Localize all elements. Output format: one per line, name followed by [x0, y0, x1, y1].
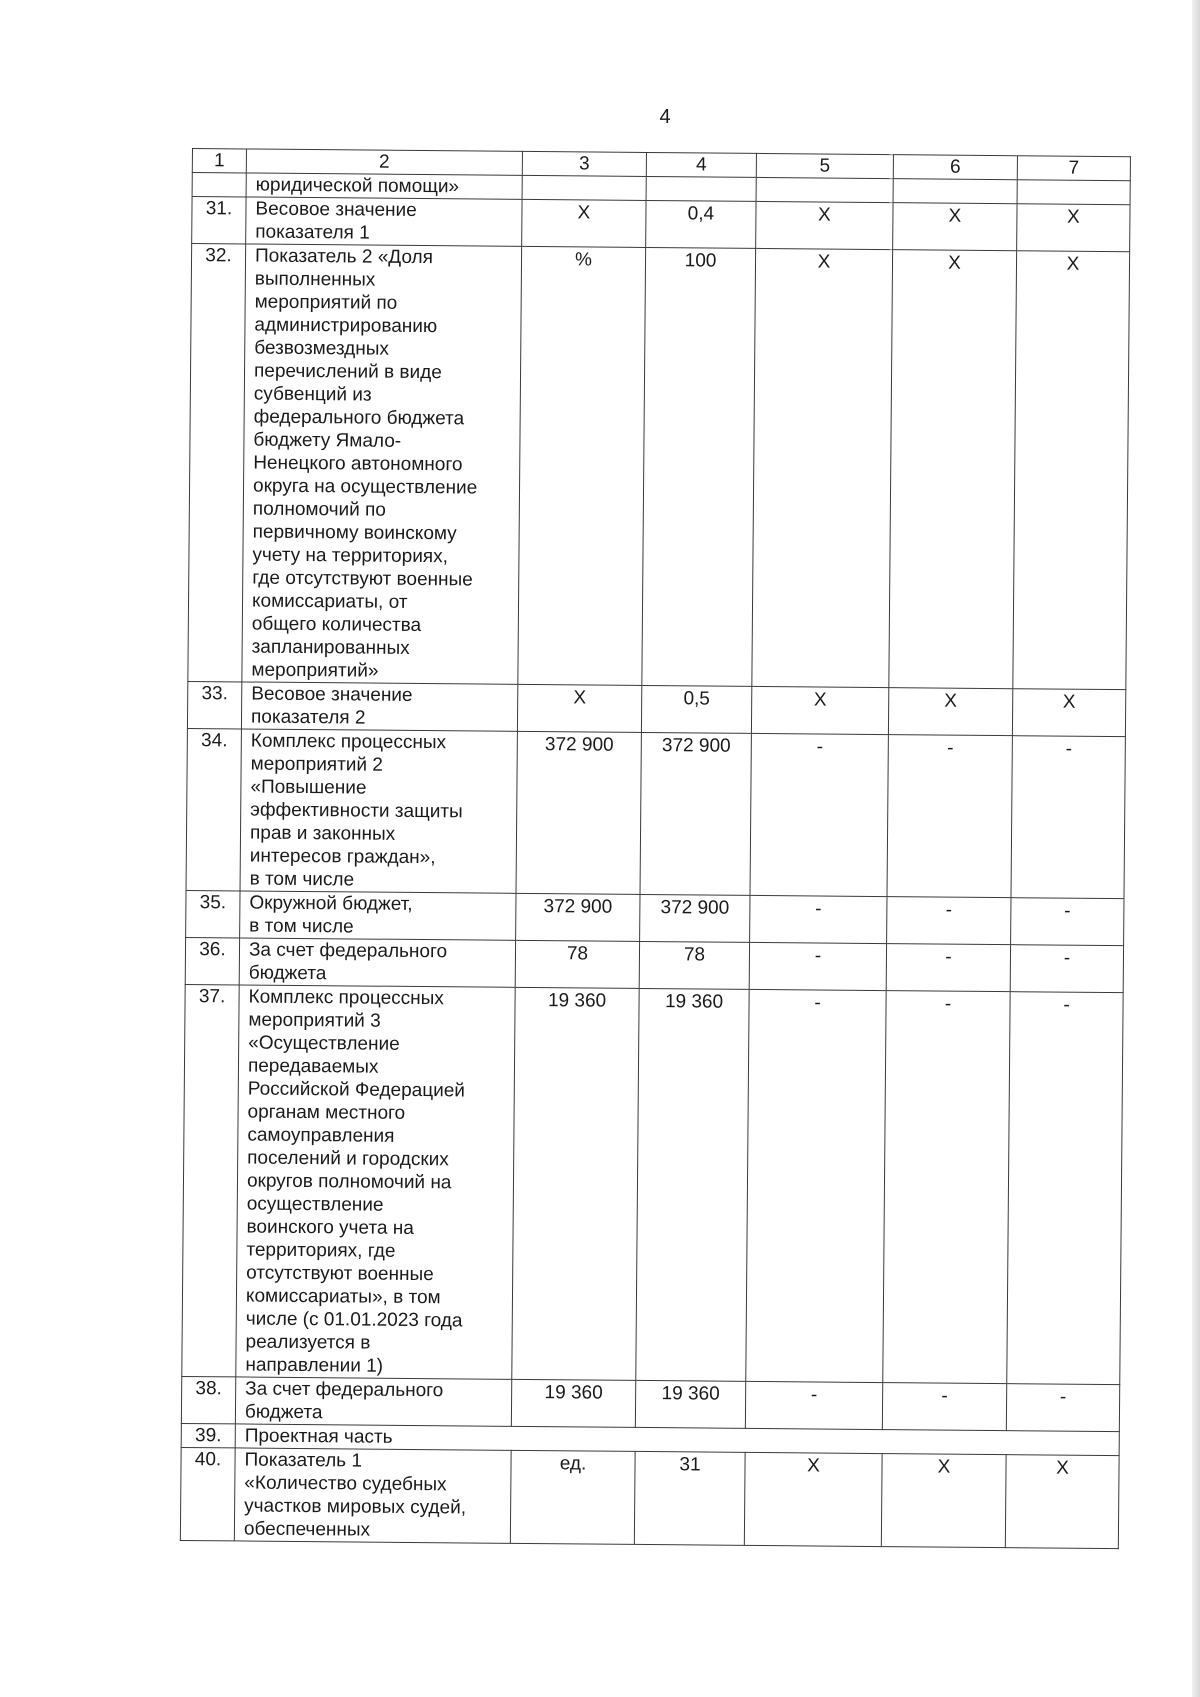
value-cell-c5: - [750, 733, 888, 896]
value-cell-c3: % [518, 246, 646, 685]
value-cell-c6: - [887, 735, 1012, 898]
value-cell-c5: - [746, 989, 886, 1382]
header-cell: 3 [522, 151, 646, 176]
row-number-cell: 35. [186, 890, 240, 937]
row-name-cell: Показатель 1 «Количество судебных участков мировых судей, обеспеченных [234, 1448, 511, 1543]
value-cell-c3: Х [522, 199, 646, 247]
row-name-cell: Весовое значение показателя 1 [246, 197, 522, 246]
table-row [188, 244, 1130, 690]
value-cell-c4: 31 [634, 1451, 745, 1545]
row-number-cell: 39. [181, 1423, 235, 1447]
row-number-cell: 32. [188, 244, 246, 682]
table-row [182, 984, 1123, 1384]
row-name-cell: юридической помощи» [246, 173, 522, 199]
row-name-cell: Комплекс процессных мероприятий 3 «Осуществление передаваемых Российской Федерацией органам местного самоуправления поселений и городских округов полномочий на осуществление воинского учета на территориях, где отсутствуют военные комиссариаты», в том числе (с 01.01.2023 года реализуется в направлении 1) [236, 985, 515, 1379]
value-cell-c7: Х [1017, 204, 1130, 252]
value-cell-c5: Х [756, 201, 893, 249]
value-cell-c4 [646, 176, 756, 201]
header-cell: 6 [893, 155, 1017, 180]
value-cell-c7: - [1007, 992, 1123, 1385]
table-row [180, 1447, 1119, 1548]
table-row [181, 1376, 1119, 1431]
value-cell-c6: - [882, 1383, 1006, 1431]
row-name-cell: Проектная часть [235, 1424, 1119, 1456]
value-cell-c7: Х [1005, 1455, 1119, 1549]
header-cell: 4 [646, 152, 756, 177]
value-cell-c3 [522, 175, 646, 200]
value-cell-c4: 19 360 [635, 1380, 745, 1428]
value-cell-c3: Х [517, 684, 641, 732]
value-cell-c5: Х [744, 1452, 882, 1546]
value-cell-c7: - [1011, 736, 1125, 899]
value-cell-c4: 78 [639, 941, 749, 989]
row-name-cell: Показатель 2 «Доля выполненных мероприятий по администрированию безвозмездных перечислений в виде субвенций из федерального бюджета бюджету Ямало- Ненецкого автономного округа на осуществление полномочий по первичному воинскому учету на территориях, где отсутствуют военные комиссариаты, от общего количества запланированных мероприятий» [242, 244, 522, 684]
value-cell-c7: - [1010, 945, 1123, 993]
header-cell: 7 [1017, 156, 1130, 181]
value-cell-c6: - [887, 897, 1011, 945]
value-cell-c6: Х [888, 688, 1012, 736]
header-cell: 5 [756, 153, 893, 178]
value-cell-c3: 372 900 [516, 731, 641, 894]
value-cell-c4: 0,5 [641, 685, 751, 733]
value-cell-c3: 19 360 [512, 987, 639, 1380]
row-number-cell: 31. [192, 197, 246, 244]
row-number-cell: 37. [182, 984, 239, 1376]
row-number-cell: 33. [187, 681, 241, 728]
row-number-cell: 34. [186, 728, 241, 890]
value-cell-c5: - [750, 895, 887, 943]
table-row [187, 681, 1125, 736]
row-name-cell: Окружной бюджет, в том числе [240, 891, 516, 940]
value-cell-c7: - [1006, 1384, 1119, 1432]
row-number-cell [192, 173, 246, 197]
table-body [180, 149, 1130, 1549]
value-cell-c6 [893, 179, 1017, 204]
value-cell-c4: 100 [642, 247, 756, 686]
value-cell-c4: 0,4 [646, 200, 756, 248]
value-cell-c5 [756, 177, 893, 202]
value-cell-c4: 372 900 [640, 894, 750, 942]
row-number-cell: 36. [185, 937, 239, 984]
value-cell-c6: - [883, 991, 1010, 1384]
table-row [186, 890, 1124, 945]
table-row [186, 728, 1125, 898]
page-edge [1192, 0, 1200, 1697]
value-cell-c6: Х [889, 250, 1017, 689]
row-name-cell: За счет федерального бюджета [239, 938, 515, 987]
value-cell-c5: Х [752, 248, 893, 687]
page-number: 4 [659, 106, 671, 128]
value-cell-c3: 78 [515, 940, 639, 988]
value-cell-c7 [1017, 180, 1130, 205]
value-cell-c5: Х [751, 686, 888, 734]
row-number-cell: 40. [180, 1447, 235, 1540]
value-cell-c6: Х [893, 203, 1017, 251]
value-cell-c6: - [886, 944, 1010, 992]
value-cell-c4: 19 360 [636, 988, 749, 1381]
row-name-cell: Весовое значение показателя 2 [241, 682, 517, 731]
value-cell-c3: ед. [510, 1450, 635, 1544]
value-cell-c6: Х [881, 1454, 1006, 1548]
header-cell: 1 [192, 149, 246, 173]
value-cell-c5: - [745, 1381, 882, 1429]
value-cell-c7: Х [1013, 251, 1130, 690]
value-cell-c3: 19 360 [511, 1379, 635, 1427]
row-number-cell: 38. [181, 1376, 235, 1423]
value-cell-c3: 372 900 [516, 893, 640, 941]
value-cell-c7: Х [1012, 689, 1125, 737]
value-cell-c5: - [749, 942, 886, 990]
row-name-cell: Комплекс процессных мероприятий 2 «Повышение эффективности защиты прав и законных интересов граждан», в том числе [240, 729, 517, 893]
table-row [192, 197, 1130, 252]
row-name-cell: За счет федерального бюджета [235, 1377, 511, 1426]
value-cell-c7: - [1011, 898, 1124, 946]
value-cell-c4: 372 900 [640, 732, 751, 895]
table-row [185, 937, 1123, 992]
header-cell: 2 [246, 149, 522, 175]
data-table [180, 148, 1131, 1549]
